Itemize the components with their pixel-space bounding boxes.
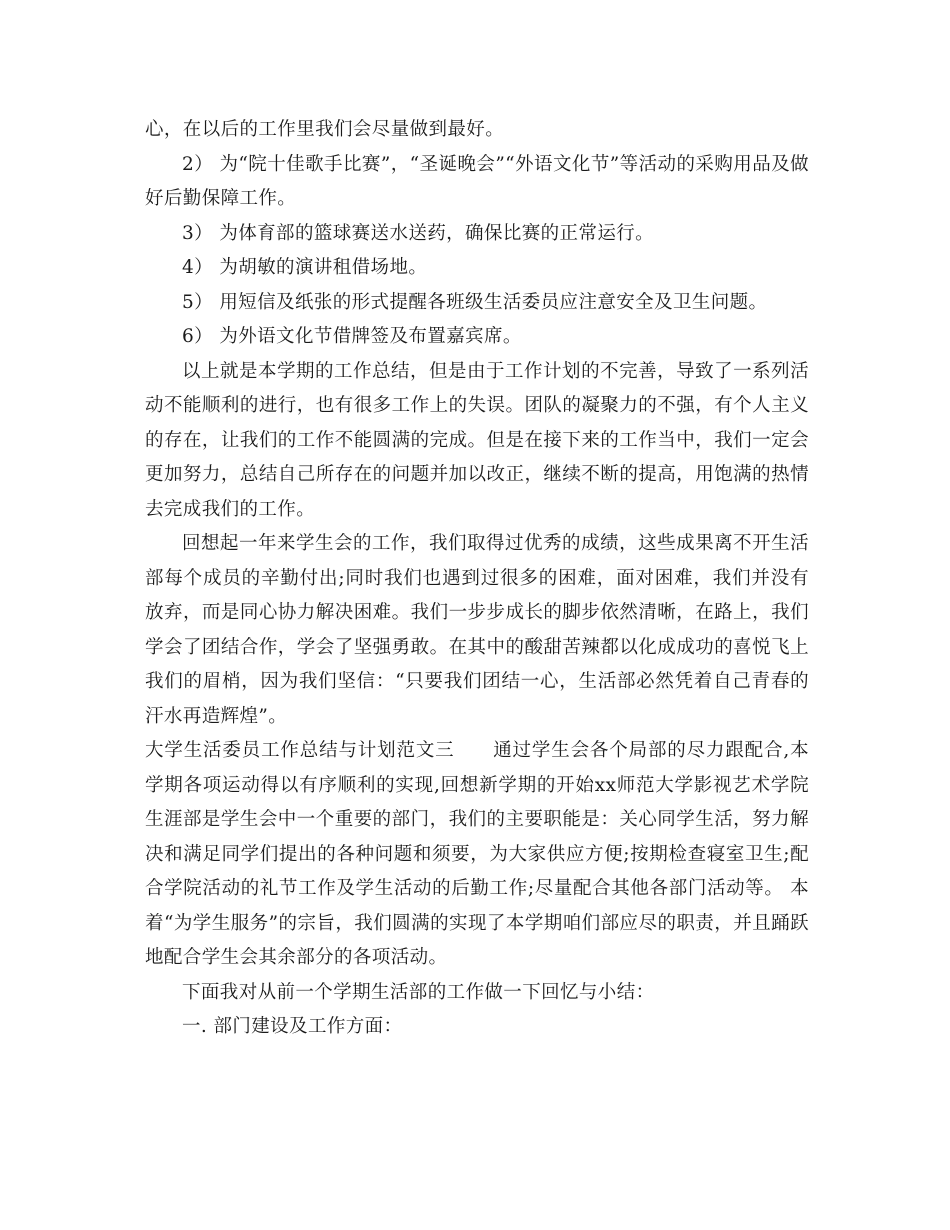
list-item: 4） 为胡敏的演讲租借场地。 — [182, 257, 428, 278]
paragraph: 心，在以后的工作里我们会尽量做到最好。 — [145, 119, 505, 140]
section-heading: 一. 部门建设及工作方面： — [182, 1016, 403, 1037]
list-item: 6） 为外语文化节借牌签及布置嘉宾席。 — [182, 326, 522, 347]
list-item: 2） 为“院十佳歌手比赛”，“圣诞晚会”“外语文化节”等活动的采购用品及做好后勤保障工作。 — [145, 153, 809, 209]
list-item: 5） 用短信及纸张的形式提醒各班级生活委员应注意安全及卫生问题。 — [182, 291, 768, 313]
document-body — [145, 113, 809, 1045]
paragraph: 回想起一年来学生会的工作，我们取得过优秀的成绩，这些成果离不开生活部每个成员的辛勤付出;同时我们也遇到过很多的困难，面对困难，我们并没有放弃，而是同心协力解决困难。我们一步步成长的脚步依然清晰，在路上，我们学会了团结合作，学会了坚强勇敢。在其中的酸甜苦辣都以化成成功的喜悦飞上我们的眉梢，因为我们坚信：“只要我们团结一心，生活部必然凭着自己青春的汗水再造辉煌”。 — [145, 533, 809, 727]
paragraph: 以上就是本学期的工作总结，但是由于工作计划的不完善，导致了一系列活动不能顺利的进行，也有很多工作上的失误。团队的凝聚力的不强，有个人主义的存在，让我们的工作不能圆满的完成。但是在接下来的工作当中，我们一定会更加努力，总结自己所存在的问题并加以改正，继续不断的提高，用饱满的热情去完成我们的工作。 — [145, 360, 809, 520]
paragraph: 大学生活委员工作总结与计划范文三 通过学生会各个局部的尽力跟配合,本学期各项运动得以有序顺利的实现,回想新学期的开始xx师范大学影视艺术学院生涯部是学生会中一个重要的部门，我们的主要职能是：关心同学生活，努力解决和满足同学们提出的各种问题和须要，为大家供应方便;按期检查寝室卫生;配合学院活动的礼节工作及学生活动的后勤工作;尽量配合其他各部门活动等。 本着“为学生服务”的宗旨，我们圆满的实现了本学期咱们部应尽的职责，并且踊跃地配合学生会其余部分的各项活动。 — [145, 740, 809, 968]
paragraph: 下面我对从前一个学期生活部的工作做一下回忆与小结： — [182, 981, 655, 1003]
list-item: 3） 为体育部的篮球赛送水送药，确保比赛的正常运行。 — [182, 222, 655, 244]
